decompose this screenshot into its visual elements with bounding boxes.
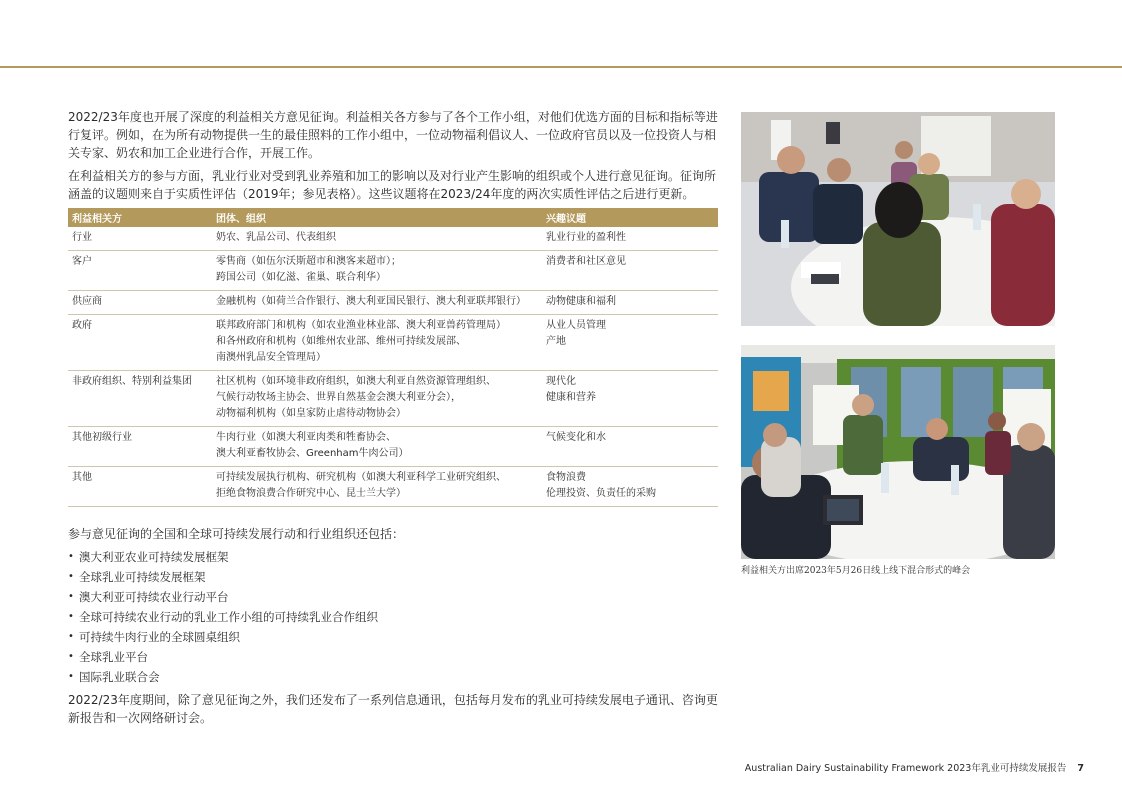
list-item: • 澳大利亚农业可持续发展框架 <box>68 547 720 567</box>
topic-line: 食物浪费 <box>546 472 586 483</box>
table-row <box>68 371 718 427</box>
groups-cell <box>212 227 542 251</box>
topic-line: 伦理投资、负责任的采购 <box>546 488 656 499</box>
table-row <box>68 427 718 467</box>
topic-line: 现代化 <box>546 376 576 387</box>
groups-line: 澳大利亚畜牧协会、Greenham牛肉公司） <box>216 448 409 459</box>
table-row <box>68 467 718 507</box>
stakeholder-cell: 其他 <box>68 467 212 507</box>
groups-cell <box>212 291 542 315</box>
footer-brand: Australian Dairy Sustainability Framework <box>744 763 945 774</box>
groups-line: 零售商（如伍尔沃斯超市和澳客来超市）； <box>216 256 401 267</box>
topics-cell <box>542 227 718 251</box>
topics-cell <box>542 251 718 291</box>
table-row <box>68 251 718 291</box>
page-footer <box>745 760 1084 774</box>
closing-paragraph: 2022/23年度期间，除了意见征询之外，我们还发布了一系列信息通讯，包括每月发布的乳业可持续发展电子通讯、咨询更新报告和一次网络研讨会。 <box>68 693 718 725</box>
header-groups: 团体、组织 <box>212 208 542 227</box>
meeting-photo-1-image <box>741 112 1055 326</box>
groups-cell <box>212 315 542 371</box>
intro-paragraph-1: 2022/23年度也开展了深度的利益相关方意见征询。利益相关各方参与了各个工作小组，对他们优选方面的目标和指标等进行复评。例如，在为所有动物提供一生的最佳照料的工作小组中，一位动物福利倡议人、一位政府官员以及一位投资人与相关专家、奶农和加工企业进行合作，开展工作。 <box>68 110 718 160</box>
groups-line: 气候行动牧场主协会、世界自然基金会澳大利亚分会）， <box>216 392 461 403</box>
groups-line: 可持续发展执行机构、研究机构（如澳大利亚科学工业研究组织、 <box>216 472 506 483</box>
header-topics: 兴趣议题 <box>542 208 718 227</box>
header-stakeholder: 利益相关方 <box>68 208 212 227</box>
photo-caption: 利益相关方出席2023年5月26日线上线下混合形式的峰会 <box>741 566 971 576</box>
topic-line: 气候变化和水 <box>546 432 606 443</box>
groups-line: 奶农、乳品公司、代表组织 <box>216 232 336 243</box>
list-item: • 全球可持续农业行动的乳业工作小组的可持续乳业合作组织 <box>68 607 720 627</box>
list-item: • 澳大利亚可持续农业行动平台 <box>68 587 720 607</box>
stakeholder-cell: 客户 <box>68 251 212 291</box>
meeting-photo-2 <box>741 345 1055 559</box>
intro-paragraph-2: 在利益相关方的参与方面，乳业行业对受到乳业养殖和加工的影响以及对行业产生影响的组织或个人进行意见征询。征询所涵盖的议题则来自于实质性评估（2019年；参见表格）。这些议题将在2023/24年度的两次实质性评估之后进行更新。 <box>68 169 717 201</box>
table-row <box>68 227 718 251</box>
topics-cell <box>542 291 718 315</box>
orgs-list <box>68 547 720 687</box>
topics-cell <box>542 315 718 371</box>
stakeholder-cell: 供应商 <box>68 291 212 315</box>
main-column <box>68 108 720 732</box>
page-number: 7 <box>1077 763 1084 774</box>
meeting-photo-2-image <box>741 345 1055 559</box>
groups-line: 动物福利机构（如皇家防止虐待动物协会） <box>216 408 406 419</box>
groups-line: 和各州政府和机构（如维州农业部、维州可持续发展部、 <box>216 336 466 347</box>
groups-cell <box>212 427 542 467</box>
orgs-list-title: 参与意见征询的全国和全球可持续发展行动和行业组织还包括： <box>68 527 405 541</box>
topics-cell <box>542 427 718 467</box>
topic-line: 乳业行业的盈利性 <box>546 232 626 243</box>
table-row <box>68 315 718 371</box>
stakeholder-cell: 政府 <box>68 315 212 371</box>
topics-cell <box>542 467 718 507</box>
table-row <box>68 291 718 315</box>
footer-report-title: 2023年乳业可持续发展报告 <box>947 763 1067 774</box>
groups-cell <box>212 467 542 507</box>
meeting-photo-1 <box>741 112 1055 326</box>
groups-line: 金融机构（如荷兰合作银行、澳大利亚国民银行、澳大利亚联邦银行） <box>216 296 526 307</box>
stakeholder-cell: 其他初级行业 <box>68 427 212 467</box>
topics-cell <box>542 371 718 427</box>
table-header-row <box>68 208 718 227</box>
groups-line: 牛肉行业（如澳大利亚肉类和牲畜协会、 <box>216 432 396 443</box>
top-rule <box>0 66 1122 68</box>
groups-line: 南澳州乳品安全管理局） <box>216 352 326 363</box>
topic-line: 产地 <box>546 336 566 347</box>
topic-line: 消费者和社区意见 <box>546 256 626 267</box>
list-item: • 全球乳业可持续发展框架 <box>68 567 720 587</box>
groups-line: 社区机构（如环境非政府组织，如澳大利亚自然资源管理组织、 <box>216 376 496 387</box>
topic-line: 动物健康和福利 <box>546 296 616 307</box>
list-item: • 可持续牛肉行业的全球圆桌组织 <box>68 627 720 647</box>
topic-line: 从业人员管理 <box>546 320 606 331</box>
groups-line: 联邦政府部门和机构（如农业渔业林业部、澳大利亚兽药管理局） <box>216 320 506 331</box>
groups-line: 拒绝食物浪费合作研究中心、昆士兰大学） <box>216 488 406 499</box>
list-item: • 全球乳业平台 <box>68 647 720 667</box>
groups-cell <box>212 251 542 291</box>
stakeholder-table <box>68 208 718 507</box>
groups-cell <box>212 371 542 427</box>
topic-line: 健康和营养 <box>546 392 596 403</box>
list-item: • 国际乳业联合会 <box>68 667 720 687</box>
groups-line: 跨国公司（如亿滋、雀巢、联合利华） <box>216 272 386 283</box>
stakeholder-cell: 非政府组织、特别利益集团 <box>68 371 212 427</box>
stakeholder-cell: 行业 <box>68 227 212 251</box>
